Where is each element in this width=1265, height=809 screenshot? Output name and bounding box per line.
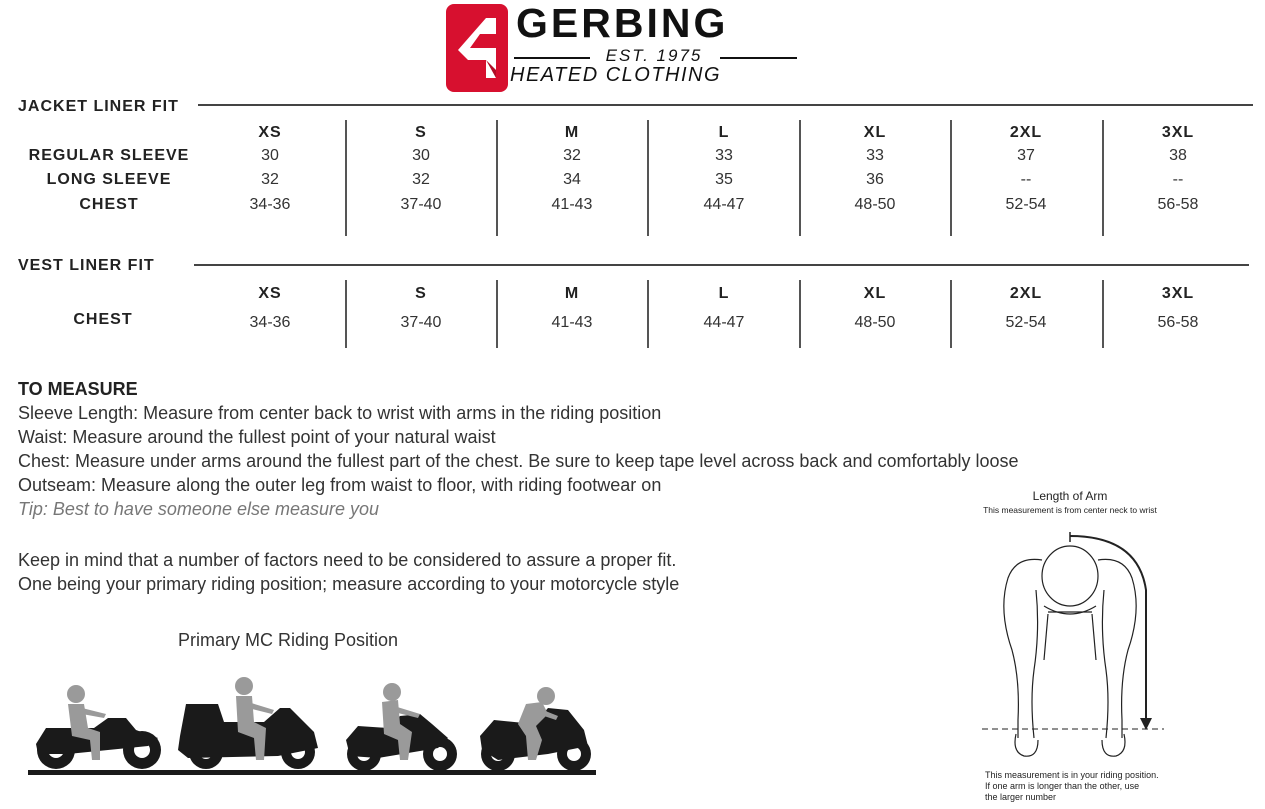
vest-divider xyxy=(194,264,1249,266)
jacket-divider xyxy=(198,104,1253,106)
vest-size-header: 2XL xyxy=(1009,285,1043,302)
arm-note-3: the larger number xyxy=(985,792,1057,802)
vest-table-cell: 52-54 xyxy=(1005,314,1047,331)
vest-section-title: VEST LINER FIT xyxy=(18,257,155,274)
vest-column-separator xyxy=(496,280,498,348)
arm-diagram-subtitle: This measurement is from center neck to wrist xyxy=(983,505,1157,515)
vest-table-cell: 34-36 xyxy=(249,314,291,331)
jacket-column-separator xyxy=(647,120,649,236)
vest-table-cell: 56-58 xyxy=(1157,314,1199,331)
jacket-table-cell: 33 xyxy=(866,147,884,164)
vest-table-cell: 48-50 xyxy=(854,314,896,331)
jacket-table-cell: -- xyxy=(1020,171,1032,188)
jacket-table-cell: 38 xyxy=(1169,147,1187,164)
jacket-row-label: LONG SLEEVE xyxy=(46,171,172,188)
fit-note-2: One being your primary riding position; measure according to your motorcycle style xyxy=(18,574,680,594)
jacket-section-title: JACKET LINER FIT xyxy=(18,98,179,115)
standard-rider-icon xyxy=(346,683,457,771)
brand-tagline: HEATED CLOTHING xyxy=(510,64,722,86)
jacket-table-cell: 34 xyxy=(563,171,581,188)
jacket-column-separator xyxy=(799,120,801,236)
measure-tip: Tip: Best to have someone else measure you xyxy=(18,499,380,519)
vest-size-header: XS xyxy=(258,285,282,302)
vest-table-cell: 44-47 xyxy=(703,314,745,331)
vest-row-label: CHEST xyxy=(73,311,133,328)
riding-position-title: Primary MC Riding Position xyxy=(178,630,399,650)
arm-note-2: If one arm is longer than the other, use xyxy=(985,781,1140,791)
vest-column-separator xyxy=(345,280,347,348)
measure-sleeve-text: Sleeve Length: Measure from center back to wrist with arms in the riding position xyxy=(18,403,662,423)
vest-column-separator xyxy=(1102,280,1104,348)
jacket-table-cell: 56-58 xyxy=(1157,196,1199,213)
sport-rider-icon xyxy=(480,687,591,771)
arrow-head-icon xyxy=(1140,718,1152,730)
jacket-size-header: L xyxy=(718,124,730,141)
measure-waist-text: Waist: Measure around the fullest point of your natural waist xyxy=(18,427,496,447)
jacket-table-cell: 37-40 xyxy=(400,196,442,213)
jacket-table-cell: 34-36 xyxy=(249,196,291,213)
vest-column-separator xyxy=(950,280,952,348)
jacket-table-cell: 44-47 xyxy=(703,196,745,213)
jacket-table-cell: 36 xyxy=(866,171,884,188)
arm-note-1: This measurement is in your riding position. xyxy=(985,770,1159,780)
jacket-row-label: CHEST xyxy=(79,196,139,213)
arm-diagram-title: Length of Arm xyxy=(1032,489,1108,503)
jacket-size-header: 2XL xyxy=(1009,124,1043,141)
jacket-table-cell: -- xyxy=(1172,171,1184,188)
jacket-table-cell: 48-50 xyxy=(854,196,896,213)
arm-length-diagram xyxy=(978,530,1168,770)
jacket-size-header: XL xyxy=(863,124,887,141)
jacket-table-cell: 32 xyxy=(261,171,279,188)
brand-established: EST. 1975 xyxy=(514,47,797,67)
vest-size-header: S xyxy=(415,285,427,302)
jacket-table-cell: 30 xyxy=(261,147,279,164)
jacket-column-separator xyxy=(496,120,498,236)
figure-outline xyxy=(1004,546,1136,756)
vest-column-separator xyxy=(799,280,801,348)
vest-size-header: L xyxy=(718,285,730,302)
ground-line xyxy=(28,770,596,775)
jacket-column-separator xyxy=(345,120,347,236)
jacket-size-header: M xyxy=(564,124,580,141)
to-measure-title: TO MEASURE xyxy=(18,379,138,399)
jacket-table-cell: 52-54 xyxy=(1005,196,1047,213)
vest-size-header: 3XL xyxy=(1161,285,1195,302)
jacket-size-header: S xyxy=(415,124,427,141)
jacket-table-cell: 35 xyxy=(715,171,733,188)
jacket-table-cell: 33 xyxy=(715,147,733,164)
jacket-table-cell: 30 xyxy=(412,147,430,164)
vest-size-header: XL xyxy=(863,285,887,302)
vest-size-header: M xyxy=(564,285,580,302)
fit-note-1: Keep in mind that a number of factors need to be considered to assure a proper fit. xyxy=(18,550,677,570)
jacket-column-separator xyxy=(1102,120,1104,236)
measure-chest-text: Chest: Measure under arms around the fullest part of the chest. Be sure to keep tape level across back and comfortably loose xyxy=(18,451,1019,471)
jacket-row-label: REGULAR SLEEVE xyxy=(28,147,190,164)
jacket-size-header: XS xyxy=(258,124,282,141)
brand-name: GERBING xyxy=(516,0,729,46)
jacket-table-cell: 41-43 xyxy=(551,196,593,213)
gerbing-logo-icon xyxy=(446,4,508,92)
jacket-table-cell: 32 xyxy=(563,147,581,164)
jacket-table-cell: 37 xyxy=(1017,147,1035,164)
touring-rider-icon xyxy=(178,677,318,769)
vest-table-cell: 41-43 xyxy=(551,314,593,331)
brand-logo xyxy=(446,0,802,92)
riding-positions-illustration xyxy=(28,674,598,780)
vest-table-cell: 37-40 xyxy=(400,314,442,331)
cruiser-rider-icon xyxy=(36,685,161,769)
vest-column-separator xyxy=(647,280,649,348)
jacket-size-header: 3XL xyxy=(1161,124,1195,141)
jacket-column-separator xyxy=(950,120,952,236)
measure-outseam-text: Outseam: Measure along the outer leg from waist to floor, with riding footwear on xyxy=(18,475,662,495)
jacket-table-cell: 32 xyxy=(412,171,430,188)
